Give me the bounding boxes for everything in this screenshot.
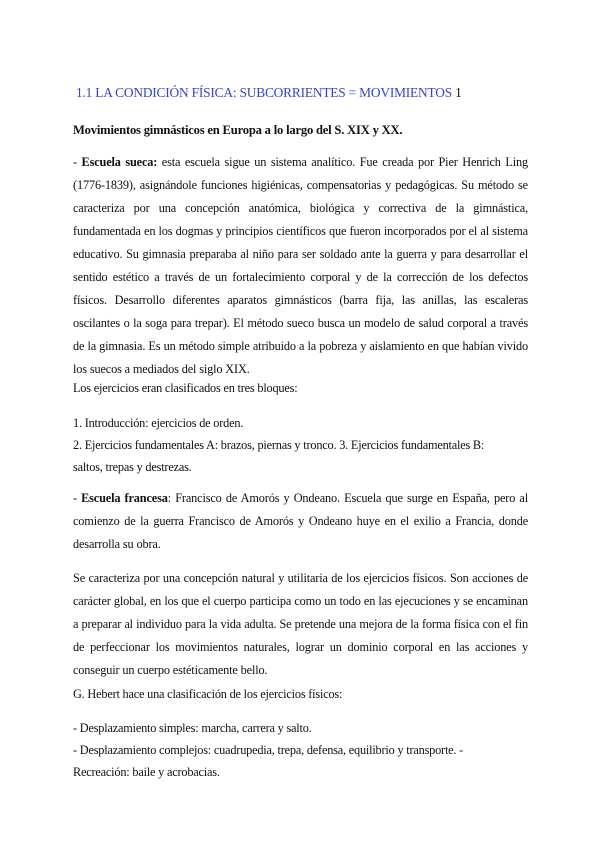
sueca-label: Escuela sueca: — [81, 155, 158, 169]
bloques-line-1: 1. Introducción: ejercicios de orden. — [73, 416, 244, 430]
sueca-text: esta escuela sigue un sistema analítico. Fue creada por Pier Henrich Ling (1776-1839), asignándole funciones higiénicas, compensatorias y pedagógicas. Su método se caracteriza por una concepción anatómica, biológica y correctiva de la gimnástica, fundamentada en los dogmas y principios científicos que fueron incorporados por el al sistema educativo. Su gimnasia preparaba al niño para ser soldado ante la guerra y para desarrollar el sentido estético a través de un fortalecimiento corporal y de la corrección de los defectos físicos. Desarrollo diferentes aparatos gimnásticos (barra fija, las anillas, las escaleras oscilantes o la soga para trepar). El método sueco busca un modelo de salud corporal a través de la gimnasia. Es un método simple atribuido a la pobreza y aislamiento en que habían vivido los suecos a mediados del siglo XIX. — [73, 155, 528, 376]
section-heading-number: 1 — [455, 85, 462, 100]
hebert-intro: G. Hebert hace una clasificación de los ejercicios físicos: — [73, 687, 343, 701]
sueca-prefix: - — [73, 155, 82, 169]
bloques-line-3: saltos, trepas y destrezas. — [73, 460, 192, 474]
paragraph-escuela-francesa — [73, 487, 528, 556]
bloques-line-2: 2. Ejercicios fundamentales A: brazos, piernas y tronco. 3. Ejercicios fundamentales B: — [73, 438, 485, 452]
francesa-prefix: - — [73, 491, 82, 505]
paragraph-escuela-sueca — [73, 151, 528, 381]
francesa-label: Escuela francesa — [81, 491, 168, 505]
hebert-line-2: - Desplazamiento complejos: cuadrupedia, trepa, defensa, equilibrio y transporte. - — [73, 743, 464, 757]
hebert-line-1: - Desplazamiento simples: marcha, carrera y salto. — [73, 721, 312, 735]
bloques-intro: Los ejercicios eran clasificados en tres bloques: — [73, 381, 298, 395]
section-subtitle: Movimientos gimnásticos en Europa a lo largo del S. XIX y XX. — [73, 123, 403, 137]
paragraph-caracteriza: Se caracteriza por una concepción natural y utilitaria de los ejercicios físicos. Son acciones de carácter global, en los que el cuerpo participa como un todo en las ejecuciones y se encaminan a preparar al individuo para la vida adulta. Se pretende una mejora de la forma física con el fin de perfeccionar los movimientos naturales, lograr un dominio corporal en las acciones y conseguir un cuerpo estéticamente bello. — [73, 571, 528, 677]
section-heading — [76, 85, 462, 101]
francesa-text: : Francisco de Amorós y Ondeano. Escuela que surge en España, pero al comienzo de la guerra Francisco de Amorós y Ondeano huye en el exilio a Francia, donde desarrolla su obra. — [73, 491, 528, 551]
hebert-line-3: Recreación: baile y acrobacias. — [73, 765, 220, 779]
section-heading-title: 1.1 LA CONDICIÓN FÍSICA: SUBCORRIENTES = MOVIMIENTOS — [76, 85, 452, 100]
